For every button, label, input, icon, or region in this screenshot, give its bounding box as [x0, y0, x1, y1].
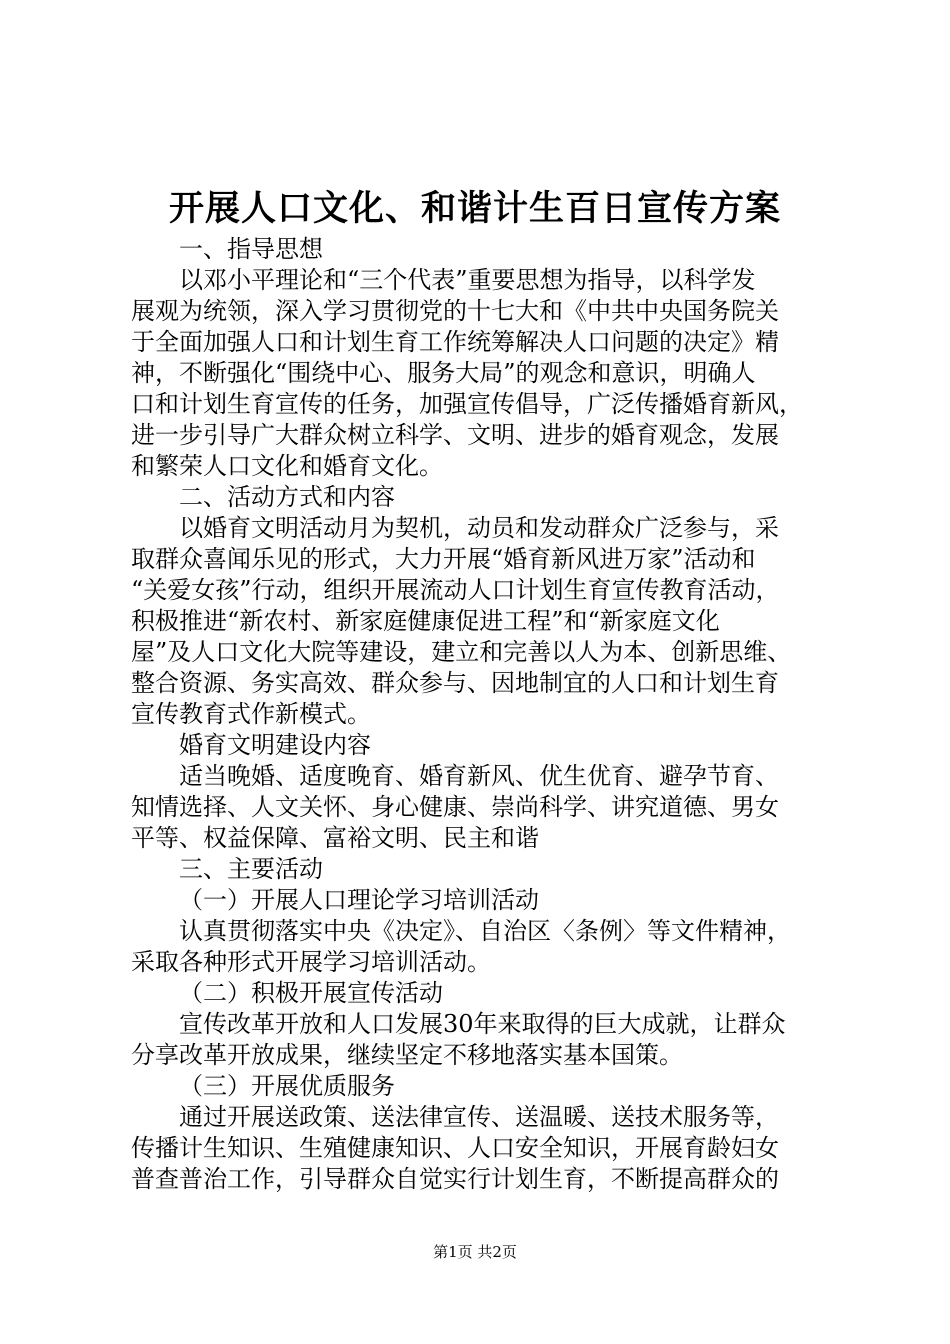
paragraph-line: 平等、权益保障、富裕文明、民主和谐: [131, 824, 539, 852]
paragraph-line: 神，不断强化“围绕中心、服务大局”的观念和意识，明确人: [131, 359, 756, 387]
subheading-item-1: （一）开展人口理论学习培训活动: [179, 886, 539, 914]
paragraph-line: 取群众喜闻乐见的形式，大力开展“婚育新风进万家”活动和: [131, 545, 756, 573]
subheading-item-2: （二）积极开展宣传活动: [179, 979, 443, 1007]
paragraph-line: 以婚育文明活动月为契机，动员和发动群众广泛参与，采: [179, 514, 779, 542]
paragraph-line: 知情选择、人文关怀、身心健康、崇尚科学、讲究道德、男女: [131, 793, 779, 821]
document-body: [131, 234, 851, 1195]
paragraph-line: 采取各种形式开展学习培训活动。: [131, 948, 491, 976]
subheading-item-3: （三）开展优质服务: [179, 1072, 395, 1100]
paragraph-line: 积极推进“新农村、新家庭健康促进工程”和“新家庭文化: [131, 607, 720, 635]
paragraph-line: 屋”及人口文化大院等建设，建立和完善以人为本、创新思维、: [131, 638, 792, 666]
paragraph-line: 整合资源、务实高效、群众参与、因地制宜的人口和计划生育: [131, 669, 779, 697]
paragraph-line: 通过开展送政策、送法律宣传、送温暖、送技术服务等，: [179, 1103, 779, 1131]
section-heading-activity-methods: 二、活动方式和内容: [179, 483, 395, 511]
paragraph-line: “关爱女孩”行动，组织开展流动人口计划生育宣传教育活动，: [131, 576, 780, 604]
paragraph-line: 和繁荣人口文化和婚育文化。: [131, 452, 443, 480]
page-number-footer: 第1页 共2页: [433, 1243, 517, 1261]
section-heading-main-activities: 三、主要活动: [179, 855, 323, 883]
paragraph-line: 宣传教育式作新模式。: [131, 700, 371, 728]
paragraph-line: 宣传改革开放和人口发展30年来取得的巨大成就，让群众: [179, 1010, 786, 1038]
section-heading-guiding-ideology: 一、指导思想: [179, 235, 323, 263]
subheading-marriage-civilization: 婚育文明建设内容: [179, 731, 371, 759]
paragraph-line: 认真贯彻落实中央《决定》、自治区〈条例〉等文件精神，: [179, 917, 791, 945]
document-title: 开展人口文化、和谐计生百日宣传方案: [168, 188, 781, 229]
paragraph-line: 传播计生知识、生殖健康知识、人口安全知识，开展育龄妇女: [131, 1134, 779, 1162]
paragraph-line: 适当晚婚、适度晚育、婚育新风、优生优育、避孕节育、: [179, 762, 779, 790]
paragraph-line: 分享改革开放成果，继续坚定不移地落实基本国策。: [131, 1041, 683, 1069]
paragraph-line: 以邓小平理论和“三个代表”重要思想为指导，以科学发: [179, 266, 756, 294]
paragraph-line: 普查普治工作，引导群众自觉实行计划生育，不断提高群众的: [131, 1165, 779, 1193]
paragraph-line: 口和计划生育宣传的任务，加强宣传倡导，广泛传播婚育新风，: [131, 390, 803, 418]
paragraph-line: 进一步引导广大群众树立科学、文明、进步的婚育观念，发展: [131, 421, 779, 449]
paragraph-line: 于全面加强人口和计划生育工作统筹解决人口问题的决定》精: [131, 328, 779, 356]
paragraph-line: 展观为统领，深入学习贯彻党的十七大和《中共中央国务院关: [131, 297, 779, 325]
